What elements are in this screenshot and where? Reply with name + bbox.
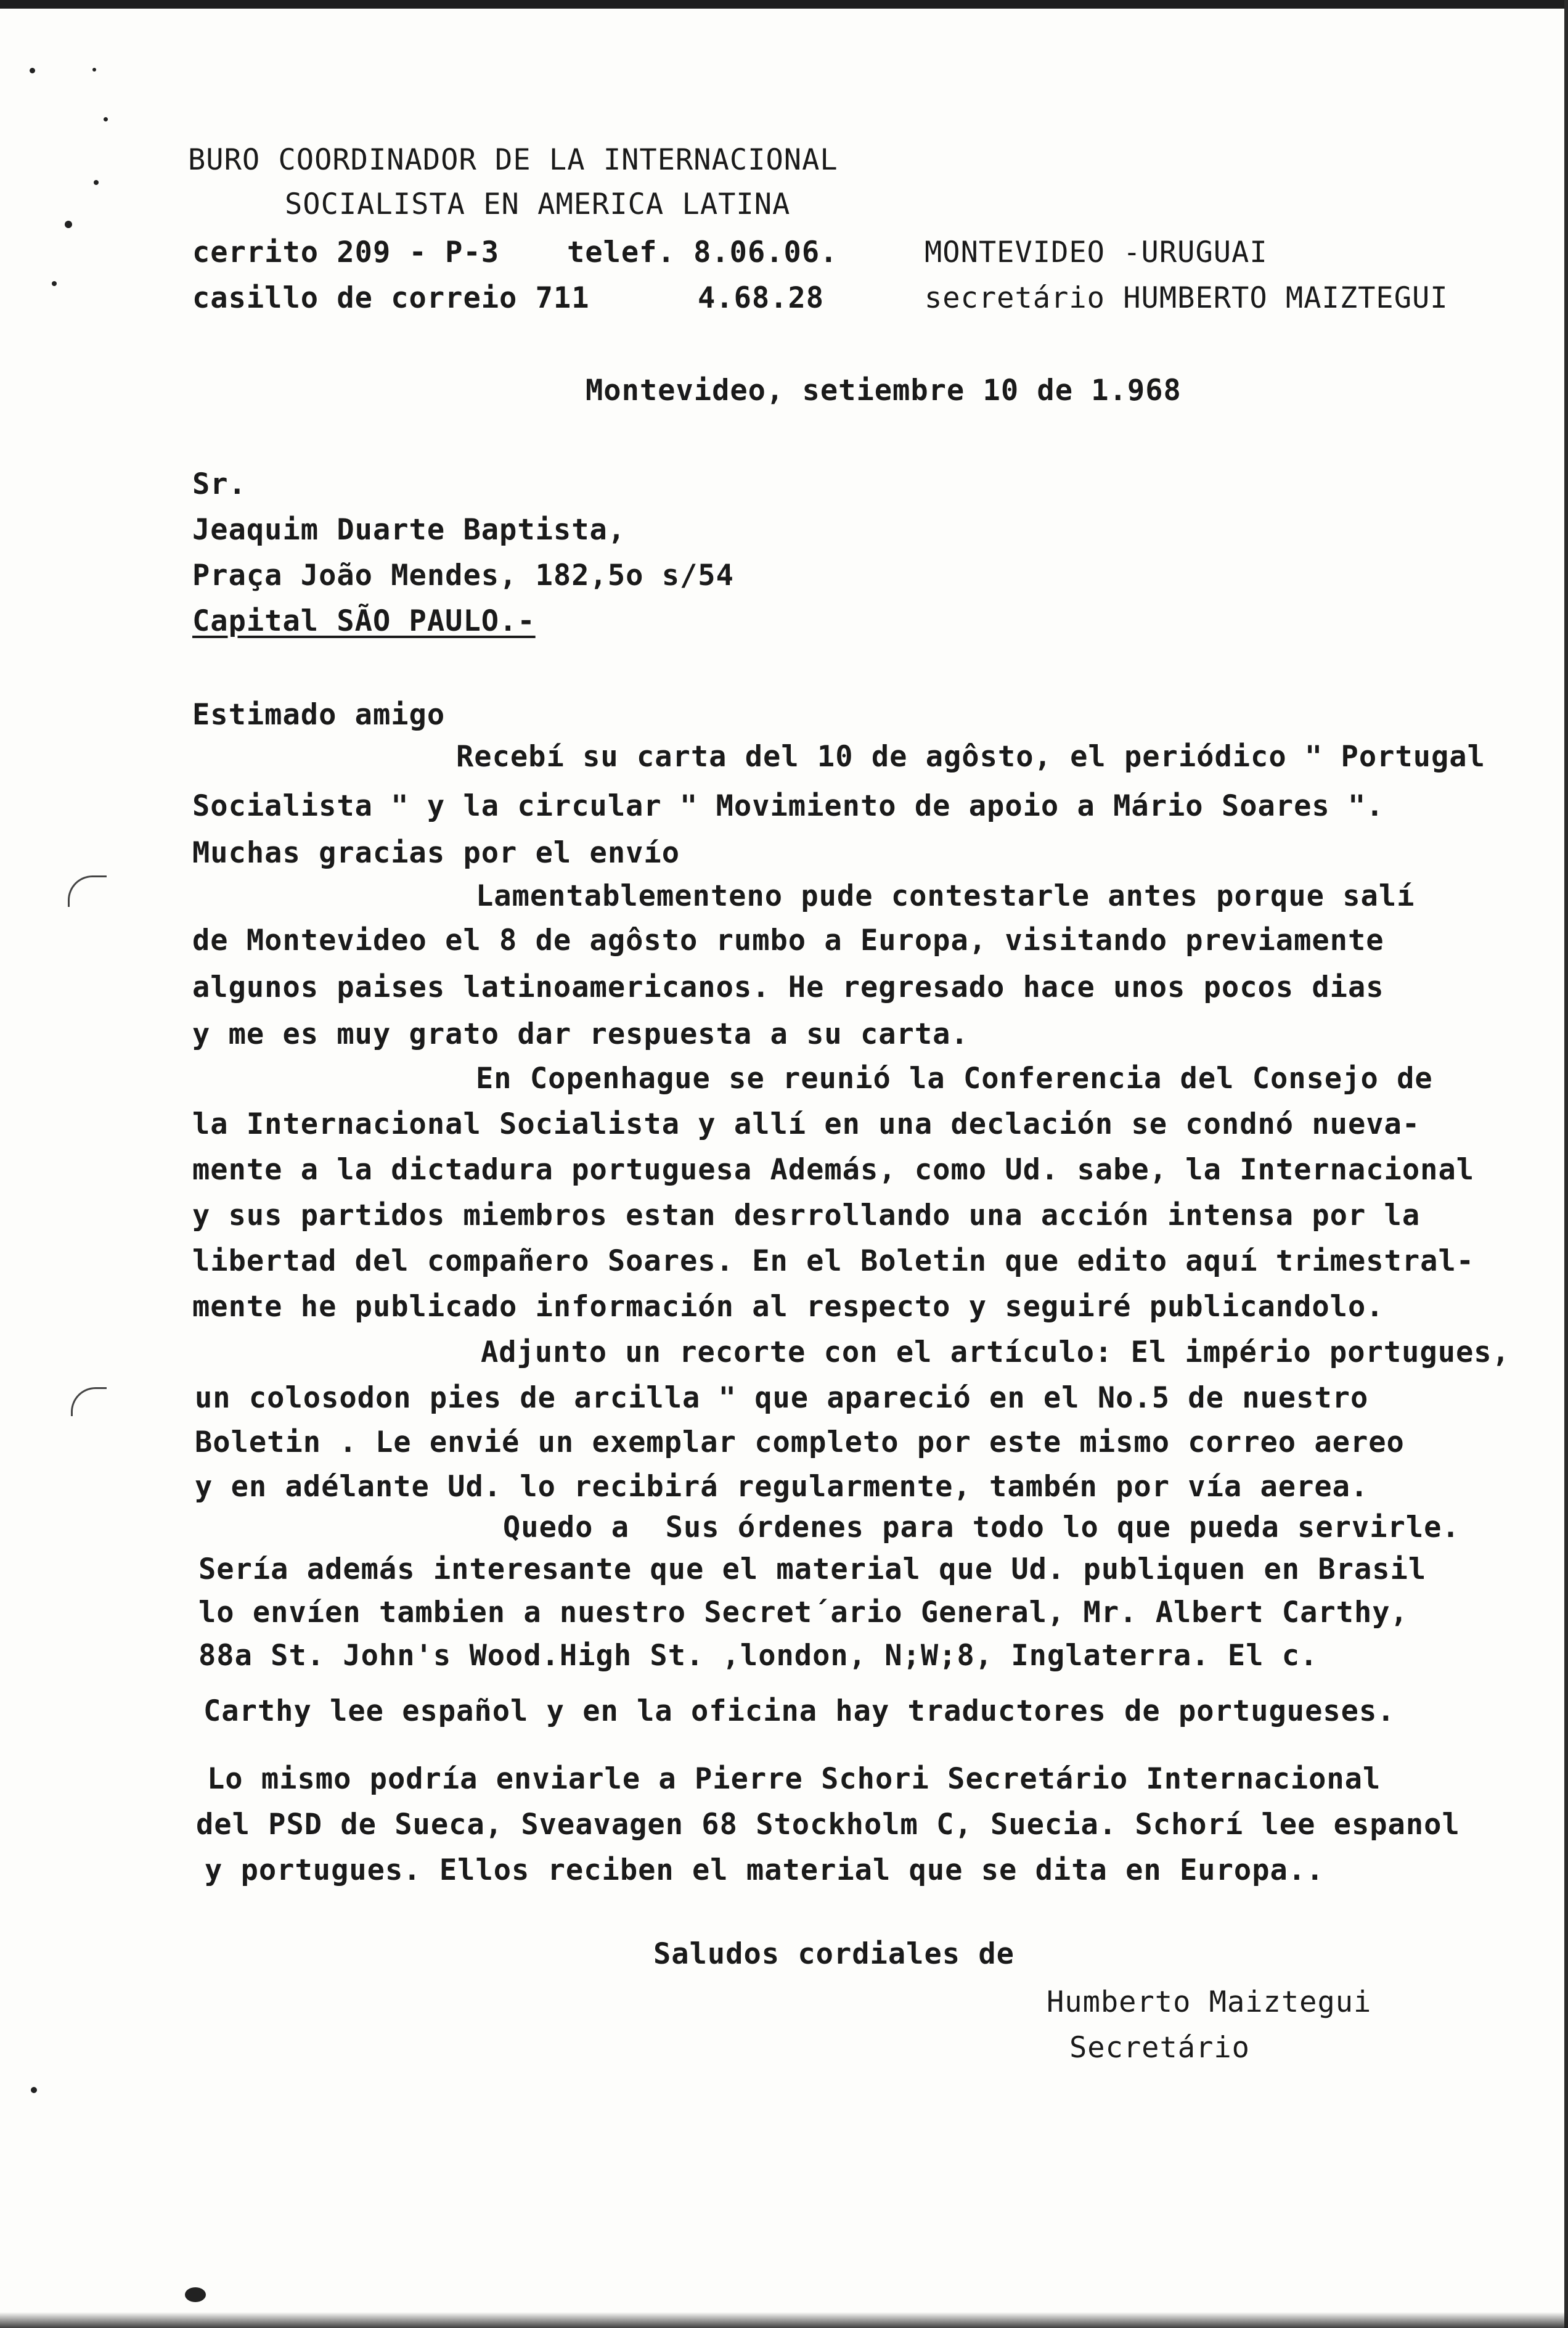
signature-title: Secretário	[1069, 2031, 1250, 2065]
body-line: de Montevideo el 8 de agôsto rumbo a Europa, visitando previamente	[192, 924, 1384, 957]
body-line: mente a la dictadura portuguesa Además, como Ud. sabe, la Internacional	[192, 1153, 1475, 1187]
body-line: algunos paises latinoamericanos. He regresado hace unos pocos dias	[192, 970, 1384, 1004]
closing: Saludos cordiales de	[653, 1937, 1015, 1971]
scan-speck	[94, 180, 99, 185]
scan-mark	[71, 1387, 107, 1416]
body-line: En Copenhague se reunió la Conferencia del Consejo de	[476, 1062, 1433, 1096]
signature-name: Humberto Maiztegui	[1047, 1985, 1372, 2019]
scan-edge-right	[1564, 0, 1568, 2328]
body-line: Lamentablementeno pude contestarle antes porque salí	[476, 879, 1415, 913]
body-line: mente he publicado información al respecto y seguiré publicandolo.	[192, 1290, 1384, 1324]
body-line: y en adélante Ud. lo recibirá regularmente, tambén por vía aerea.	[195, 1470, 1369, 1504]
body-line: lo envíen tambien a nuestro Secret´ario General, Mr. Albert Carthy,	[198, 1596, 1408, 1629]
body-line: Lo mismo podría enviarle a Pierre Schori Secretário Internacional	[207, 1762, 1381, 1796]
body-line: Quedo a Sus órdenes para todo lo que pueda servirle.	[503, 1510, 1460, 1544]
scan-edge-bottom	[0, 2312, 1568, 2328]
body-line: del PSD de Sueca, Sveavagen 68 Stockholm C, Suecia. Schorí lee espanol	[196, 1808, 1460, 1842]
letterhead-org-line1: BURO COORDINADOR DE LA INTERNACIONAL	[188, 143, 838, 177]
date-line: Montevideo, setiembre 10 de 1.968	[586, 374, 1182, 408]
letterhead-mailbox: casillo de correio 711	[192, 281, 590, 315]
body-line: un colosodon pies de arcilla " que apareció en el No.5 de nuestro	[195, 1381, 1369, 1415]
scan-speck	[52, 281, 57, 286]
letterhead-city: MONTEVIDEO -URUGUAI	[925, 236, 1268, 269]
letterhead-phone: telef. 8.06.06.	[567, 236, 838, 269]
body-line: Carthy lee español y en la oficina hay traductores de portugueses.	[203, 1694, 1395, 1728]
body-line: Boletin . Le envié un exemplar completo por este mismo correo aereo	[195, 1425, 1405, 1459]
body-line: Adjunto un recorte con el artículo: El império portugues,	[481, 1335, 1510, 1369]
scan-edge-top	[0, 0, 1568, 9]
scan-speck	[30, 68, 35, 73]
scan-speck	[185, 2287, 206, 2302]
body-line: la Internacional Socialista y allí en una declación se condnó nueva-	[192, 1107, 1421, 1141]
scan-speck	[104, 117, 108, 121]
letterhead-org-line2: SOCIALISTA EN AMERICA LATINA	[285, 187, 791, 221]
scan-speck	[92, 68, 96, 72]
recipient-name: Jeaquim Duarte Baptista,	[192, 513, 626, 547]
body-line: Recebí su carta del 10 de agôsto, el periódico " Portugal	[456, 740, 1485, 774]
body-line: Muchas gracias por el envío	[192, 836, 680, 870]
scan-speck	[31, 2087, 37, 2093]
letterhead-secretary: secretário HUMBERTO MAIZTEGUI	[925, 281, 1448, 315]
letterhead-phone2: 4.68.28	[698, 281, 825, 315]
body-line: y sus partidos miembros estan desrrollando una acción intensa por la	[192, 1199, 1421, 1232]
scan-mark	[68, 875, 107, 907]
letterhead-address: cerrito 209 - P-3	[192, 236, 500, 269]
recipient-street: Praça João Mendes, 182,5o s/54	[192, 559, 734, 592]
body-line: y me es muy grato dar respuesta a su carta.	[192, 1017, 969, 1051]
greeting: Estimado amigo	[192, 698, 446, 732]
body-line: y portugues. Ellos reciben el material que se dita en Europa..	[205, 1853, 1325, 1887]
body-line: Socialista " y la circular " Movimiento de apoio a Mário Soares ".	[192, 789, 1384, 823]
scan-speck	[65, 221, 72, 228]
body-line: Sería además interesante que el material que Ud. publiquen en Brasil	[198, 1552, 1427, 1586]
body-line: 88a St. John's Wood.High St. ,london, N;W;8, Inglaterra. El c.	[198, 1639, 1318, 1673]
recipient-salutation: Sr.	[192, 467, 247, 501]
body-line: libertad del compañero Soares. En el Boletin que edito aquí trimestral-	[192, 1244, 1475, 1278]
recipient-city: Capital SÃO PAULO.-	[192, 604, 536, 638]
